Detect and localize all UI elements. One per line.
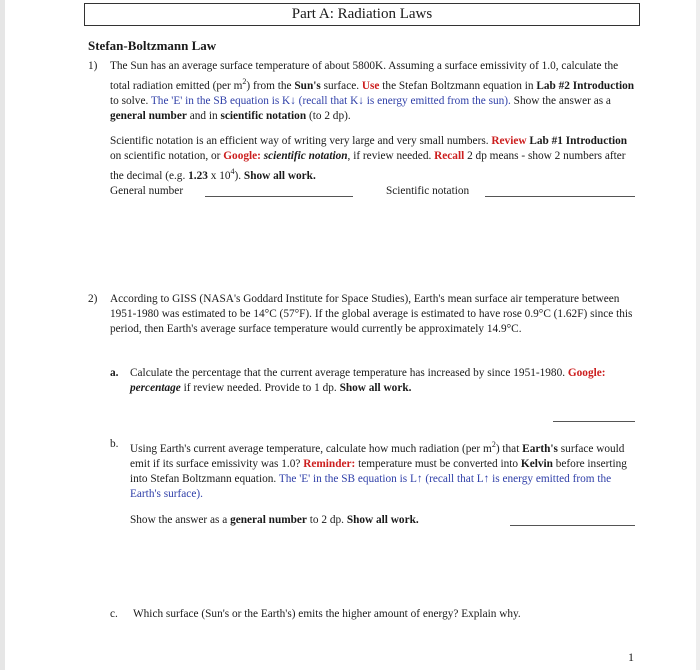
question-2a-label: a.	[110, 367, 119, 379]
question-2a-text: Calculate the percentage that the current average temperature has increased by since 1951-1980. Google: percentage if review needed. Provide to 1 dp. Show all work.	[130, 367, 606, 394]
page-number: 1	[628, 650, 634, 664]
general-number-answer-line[interactable]	[205, 196, 353, 197]
section-title: Stefan-Boltzmann Law	[88, 38, 217, 53]
general-number-label: General number	[110, 185, 184, 197]
page-title: Part A: Radiation Laws	[84, 3, 640, 26]
question-2b-answer-line[interactable]	[510, 525, 635, 526]
question-2b-text: Using Earth's current average temperature, calculate how much radiation (per $m^2$) that Earth's surface would emit if its surface emissivity was 1.0? Reminder: temperature must be converted into Kelvin before inserting into Stefan Boltzmann equation. The 'E' in the SB equation is L↑ (recall that L↑ is energy emitted from the Earth's surface).	[130, 440, 627, 500]
question-2a-answer-line[interactable]	[553, 421, 635, 422]
sb-hint-earth: The 'E' in the SB equation is L↑ (recall that L↑ is energy emitted from the Earth's surface).	[130, 472, 612, 500]
question-1-number: 1)	[88, 60, 98, 72]
question-2-intro: According to GISS (NASA's Goddard Institute for Space Studies), Earth's mean surface air temperature between 1951-1980 was estimated to be 14°C (57°F). If the global average is estimated to have rose 0.9°C (1.62F) since this period, then Earth's average surface temperature would currently be approximately 14.9°C.	[110, 293, 633, 335]
left-page-edge	[0, 0, 5, 670]
scientific-notation-answer-line[interactable]	[485, 196, 635, 197]
question-2c-text: Which surface (Sun's or the Earth's) emits the higher amount of energy? Explain why.	[133, 608, 521, 620]
question-2-number: 2)	[88, 293, 98, 305]
scientific-notation-label: Scientific notation	[386, 185, 470, 197]
question-2c-label: c.	[110, 608, 118, 620]
question-1-text: The Sun has an average surface temperature of about 5800K. Assuming a surface emissivity of 1.0, calculate the total radiation emitted (per $m^2$) from the Sun's surface. Use the Stefan Boltzmann equation in Lab #2 Introduction to solve. The 'E' in the SB equation is K↓ (recall that K↓ is energy emitted from the sun). Show the answer as a general number and in scientific notation (to 2 dp).	[110, 60, 635, 122]
right-page-edge	[696, 0, 700, 670]
scientific-notation-note: Scientific notation is an efficient way of writing very large and very small numbers. Review Lab #1 Introduction on scientific notation, or Google: scientific notation, if review needed. Recall 2 dp means - show 2 numbers after the decimal (e.g. 1.23 x $10^4$). Show all work.	[110, 135, 628, 182]
sb-hint-sun: The 'E' in the SB equation is K↓ (recall that K↓ is energy emitted from the sun).	[150, 94, 511, 107]
question-2b-instruction: Show the answer as a general number to 2 dp. Show all work.	[130, 514, 419, 526]
question-2b-label: b.	[110, 438, 119, 450]
